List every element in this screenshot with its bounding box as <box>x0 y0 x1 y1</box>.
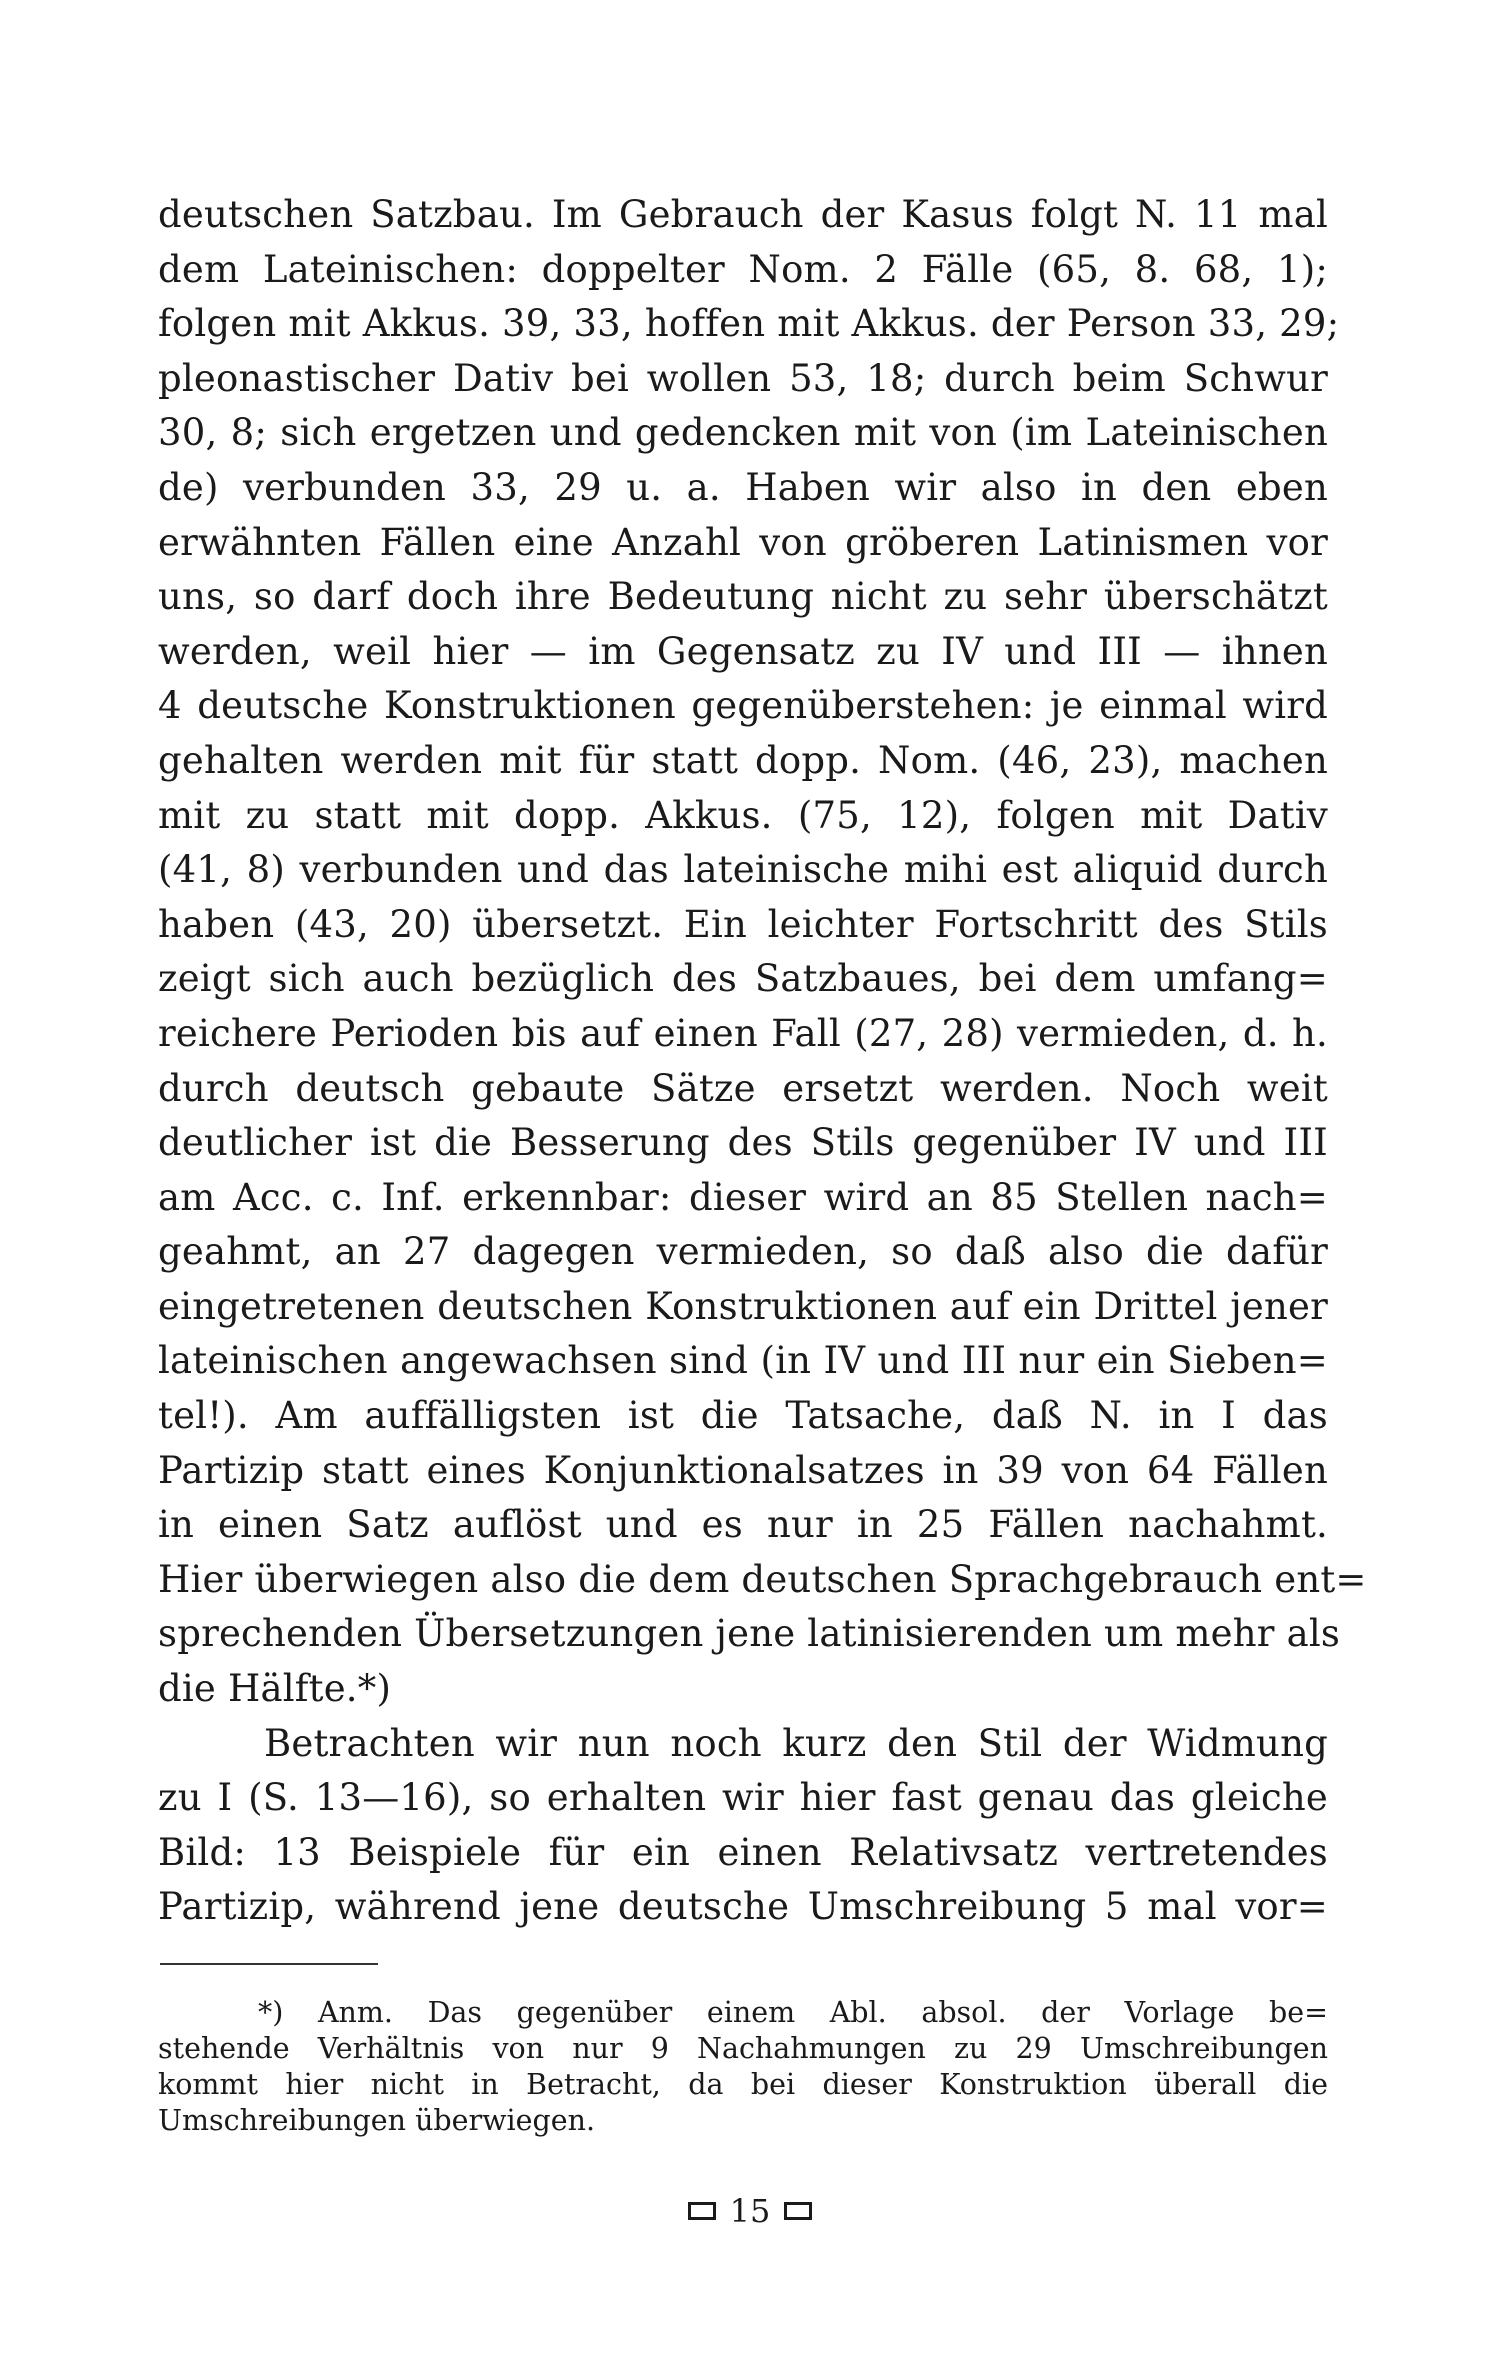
footnote-line: Umschreibungen überwiegen. <box>158 2104 596 2137</box>
body-line: Betrachten wir nun noch kurz den Stil der Widmung <box>264 1721 1328 1765</box>
body-line: mit zu statt mit dopp. Akkus. (75, 12), folgen mit Dativ <box>158 793 1328 837</box>
body-line: eingetretenen deutschen Konstruktionen auf ein Drittel jener <box>158 1284 1328 1328</box>
body-line: haben (43, 20) übersetzt. Ein leichter Fortschritt des Stils <box>158 902 1328 946</box>
body-line: zu I (S. 13—16), so erhalten wir hier fast genau das gleiche <box>158 1776 1328 1820</box>
body-line: tel!). Am auffälligsten ist die Tatsache, daß N. in I das <box>158 1394 1328 1438</box>
body-line: werden, weil hier — im Gegensatz zu IV und III — ihnen <box>158 629 1328 673</box>
footnote-line: *) Anm. Das gegenüber einem Abl. absol. der Vorlage be= <box>258 1996 1328 2029</box>
page-number-value: 15 <box>729 2192 771 2230</box>
body-line: (41, 8) verbunden und das lateinische mihi est aliquid durch <box>158 848 1328 892</box>
body-line: pleonastischer Dativ bei wollen 53, 18; durch beim Schwur <box>158 356 1328 400</box>
body-text <box>158 188 1367 1935</box>
body-line: zeigt sich auch bezüglich des Satzbaues, bei dem umfang= <box>158 957 1328 1001</box>
body-line: Partizip, während jene deutsche Umschreibung 5 mal vor= <box>158 1885 1328 1929</box>
footnote-divider <box>160 1963 378 1965</box>
body-line: folgen mit Akkus. 39, 33, hoffen mit Akkus. der Person 33, 29; <box>158 302 1340 346</box>
body-line: lateinischen angewachsen sind (in IV und III nur ein Sieben= <box>158 1339 1328 1383</box>
body-line: erwähnten Fällen eine Anzahl von gröberen Latinismen vor <box>158 520 1328 564</box>
body-line: deutlicher ist die Besserung des Stils gegenüber IV und III <box>158 1121 1328 1165</box>
footnote-line: kommt hier nicht in Betracht, da bei dieser Konstruktion überall die <box>158 2068 1328 2101</box>
body-line: deutschen Satzbau. Im Gebrauch der Kasus folgt N. 11 mal <box>158 193 1328 236</box>
body-line: gehalten werden mit für statt dopp. Nom. (46, 23), machen <box>158 738 1328 782</box>
ornament-box-icon <box>688 2202 716 2220</box>
ornament-box-icon <box>784 2202 812 2220</box>
body-line: sprechenden Übersetzungen jene latinisierenden um mehr als <box>158 1612 1341 1656</box>
page-number <box>0 2191 1500 2231</box>
body-line: in einen Satz auflöst und es nur in 25 Fällen nachahmt. <box>158 1503 1328 1547</box>
body-line: reichere Perioden bis auf einen Fall (27, 28) vermieden, d. h. <box>158 1011 1328 1055</box>
body-line: 30, 8; sich ergetzen und gedencken mit von (im Lateinischen <box>158 411 1328 455</box>
body-line: Bild: 13 Beispiele für ein einen Relativsatz vertretendes <box>158 1830 1328 1874</box>
body-line: am Acc. c. Inf. erkennbar: dieser wird an 85 Stellen nach= <box>158 1175 1328 1219</box>
footnote <box>158 1995 1328 2139</box>
body-line: Partizip statt eines Konjunktionalsatzes in 39 von 64 Fällen <box>158 1448 1328 1492</box>
body-line: die Hälfte.*) <box>158 1667 392 1711</box>
body-line: dem Lateinischen: doppelter Nom. 2 Fälle (65, 8. 68, 1); <box>158 247 1328 291</box>
body-line: de) verbunden 33, 29 u. a. Haben wir also in den eben <box>158 465 1328 509</box>
body-line: 4 deutsche Konstruktionen gegenüberstehen: je einmal wird <box>158 684 1328 728</box>
footnote-line: stehende Verhältnis von nur 9 Nachahmungen zu 29 Umschreibungen <box>158 2032 1328 2065</box>
body-line: geahmt, an 27 dagegen vermieden, so daß also die dafür <box>158 1230 1328 1274</box>
body-line: durch deutsch gebaute Sätze ersetzt werden. Noch weit <box>158 1066 1328 1110</box>
body-line: Hier überwiegen also die dem deutschen Sprachgebrauch ent= <box>158 1557 1367 1601</box>
body-line: uns, so darf doch ihre Bedeutung nicht zu sehr überschätzt <box>158 575 1328 619</box>
